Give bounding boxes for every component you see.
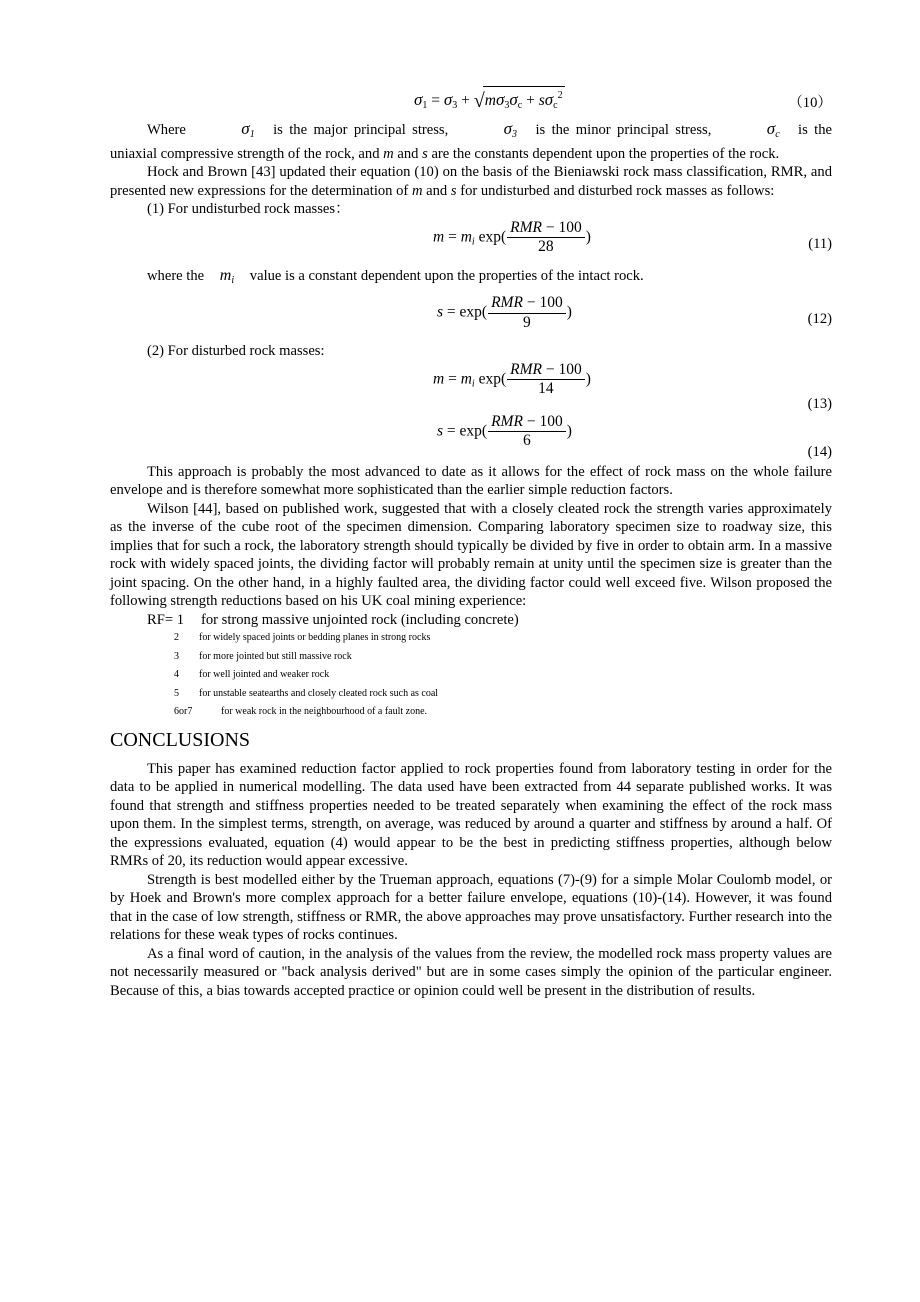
eq12-denominator: 9: [523, 313, 531, 331]
eq11-rmr: RMR: [510, 218, 542, 236]
equation-10: [110, 86, 832, 116]
reduction-factor-list: [110, 611, 832, 722]
rf-item: [147, 648, 832, 667]
rf-key: 6or7: [174, 706, 193, 717]
sigma3-inline: [467, 120, 517, 145]
equation-number-13: (13): [807, 395, 832, 412]
eq13-minus-100: − 100: [541, 360, 582, 378]
eq13-rmr: RMR: [510, 360, 542, 378]
rf-item: [147, 611, 832, 630]
eq14-exp: exp(: [459, 422, 488, 440]
where-m: m: [383, 145, 394, 162]
sigma1-inline-sub: 1: [249, 129, 255, 140]
eq12-equals: =: [446, 303, 456, 321]
sigma-symbol: σ: [495, 90, 505, 109]
mi-note-text-2: value is a constant dependent upon the properties of the intact rock.: [249, 267, 644, 284]
where-text-2: is the major principal stress,: [273, 122, 449, 138]
equation-number-10: （10）: [788, 95, 832, 111]
where-text-6: are the constants dependent upon the properties of the rock.: [431, 145, 780, 162]
hock-s: s: [450, 182, 457, 199]
hock-brown-paragraph: [110, 163, 832, 200]
eq13-numerator: [507, 361, 585, 381]
approach-paragraph: This approach is probably the most advanced to date as it allows for the effect of rock mass on the whole failure envelope and is therefore somewhat more sophisticated than the earlier simple reduction factors.: [110, 463, 832, 498]
eq12-exp: exp(: [459, 303, 488, 321]
where-paragraph: [110, 120, 832, 163]
equation-12: [110, 294, 832, 342]
eq13-fraction: [507, 361, 585, 399]
sqrt-radical: √: [473, 90, 485, 112]
hock-text-1: Hock and Brown [43] updated their equation (10) on the basis of the Bieniawski rock mass classification, RMR, and presented new expressions for the determination of: [110, 164, 832, 199]
rf-text: for unstable seatearths and closely cleated rock such as coal: [199, 687, 439, 699]
sigmac-symbol-2: σ: [544, 90, 554, 109]
equation-14-body: [437, 413, 572, 451]
s-symbol: s: [538, 92, 545, 109]
conclusions-paragraph-1: This paper has examined reduction factor applied to rock properties found from laboratory testing in order for the data to be applied in numerical modelling. The data used have been extracted from 44 separate published works. It was found that strength and stiffness properties needed to be treated separately when examining the effect of the rock mass upon them. In the simplest terms, strength, on average, was reduced by around a quarter and stiffness by around a half. Of the expressions evaluated, equation (4) would appear to be the best in predicting stiffness properties, although below RMRs of 20, its reduction would appear excessive.: [110, 760, 832, 869]
disturbed-label: (2) For disturbed rock masses:: [147, 343, 325, 359]
page-content: [110, 86, 832, 1000]
equation-10-body: $\sigma_1 = \sigma_3 + √m\sigma_3\sigma_c + s\sigma_c^2$: [414, 86, 565, 116]
equation-11: [110, 219, 832, 267]
eq11-fraction: [507, 219, 585, 257]
equation-number-11: (11): [808, 235, 832, 252]
sub-c-2: c: [553, 100, 558, 111]
conclusions-paragraph-3: As a final word of caution, in the analysis of the values from the review, the modelled rock mass property values are not necessarily measured or "back analysis derived" but are in some cases simply the opinion of the particular engineer. Because of this, a bias towards accepted practice or opinion could well be present in the distribution of results.: [110, 945, 832, 999]
where-text-3: is the minor principal stress,: [535, 122, 712, 138]
square-exponent: 2: [557, 90, 563, 101]
eq12-close: ): [566, 303, 572, 321]
sigma1-subscript: 1: [422, 100, 428, 111]
wilson-paragraph: Wilson [44], based on published work, suggested that with a closely cleated rock the strength varies approximately as the inverse of the cube root of the specimen dimension. Comparing laboratory specimen size to roadway size, this implies that for such a rock, the laboratory strength should typically be divided by five in order to obtain arm. In a massive rock with widely spaced joints, the dividing factor will probably remain at unity until the specimen size is greater than the joint spacing. On the other hand, in a highly faulted area, the dividing factor could well exceed five. Wilson proposed the following strength reductions based on his UK coal mining experience:: [110, 500, 832, 609]
rf-text: for weak rock in the neighbourhood of a fault zone.: [221, 706, 428, 717]
eq13-lhs: m: [433, 370, 445, 388]
eq14-minus-100: − 100: [522, 412, 563, 430]
eq13-close: ): [585, 370, 591, 388]
rf-key: RF= 1: [147, 611, 185, 628]
eq11-close: ): [585, 228, 591, 246]
equation-14: [110, 413, 832, 463]
rf-key: 5: [174, 687, 179, 699]
rf-item: [147, 703, 832, 722]
rf-text: for widely spaced joints or bedding planes in strong rocks: [199, 632, 431, 643]
eq11-numerator: [507, 219, 585, 239]
sigma3-inline-symbol: σ: [503, 119, 513, 138]
mi-inline-symbol: m: [219, 266, 232, 284]
equation-12-body: [437, 294, 572, 332]
rf-key: 3: [174, 650, 179, 662]
eq14-fraction: [488, 413, 566, 451]
mi-note-text-1: where the: [147, 267, 205, 284]
rf-text: for more jointed but still massive rock: [199, 650, 352, 662]
eq11-minus-100: − 100: [541, 218, 582, 236]
equation-number-14: (14): [807, 443, 832, 460]
sqrt-body: $m\sigma_3\sigma_c + s\sigma_c^2$: [483, 86, 565, 116]
eq12-rmr: RMR: [491, 294, 523, 311]
eq11-exp: exp(: [478, 228, 507, 246]
sigma1-inline-symbol: σ: [241, 119, 250, 138]
sigma3-inline-sub: 3: [512, 129, 518, 140]
eq11-mi-sub: i: [471, 236, 475, 248]
rf-item: [147, 685, 832, 704]
where-text-5: and: [397, 145, 419, 162]
sub-3: 3: [504, 100, 510, 111]
equation-number-12: (12): [807, 311, 832, 327]
eq12-fraction: [488, 294, 566, 332]
equation-11-body: [433, 219, 591, 257]
eq13-denominator: 14: [538, 380, 554, 397]
rf-text: for strong massive unjointed rock (including concrete): [201, 611, 519, 628]
conclusions-paragraph-2: Strength is best modelled either by the Trueman approach, equations (7)-(9) for a simple Molar Coulomb model, or by Hoek and Brown's more complex approach for a better failure envelope, equations (10)-(14). However, it was found that in the case of low strength, stiffness or RMR, the above approaches may prove unsatisfactory. Further research into the relations for these weak types of rocks continues.: [110, 871, 832, 943]
rf-text: for well jointed and weaker rock: [199, 669, 330, 680]
eq12-minus-100: − 100: [522, 294, 563, 311]
sigmac-inline-sub: c: [775, 129, 780, 140]
where-s: s: [422, 145, 428, 162]
sigma1-symbol: σ: [414, 90, 423, 109]
rf-item: [147, 666, 832, 685]
hock-m: m: [411, 182, 423, 199]
mi-note: [110, 267, 832, 291]
eq14-close: ): [566, 422, 572, 440]
sub-c: c: [517, 100, 523, 111]
eq11-mi: m: [460, 228, 472, 246]
hock-text-2: and: [426, 182, 448, 199]
eq14-lhs: s: [437, 422, 444, 440]
sigma3-symbol: σ: [443, 90, 453, 109]
rf-item: [147, 629, 832, 648]
eq13-mi: m: [460, 370, 472, 388]
mi-inline: [220, 267, 234, 291]
where-text-4: is the uniaxial compressive strength of the rock, and: [110, 122, 833, 162]
eq12-lhs: s: [437, 303, 444, 321]
sigma1-inline: [204, 120, 254, 145]
eq11-denominator: 28: [538, 238, 554, 255]
eq11-lhs: m: [433, 228, 445, 246]
eq13-mi-sub: i: [471, 378, 475, 390]
sigmac-inline-symbol: σ: [766, 119, 776, 138]
m-symbol: m: [484, 92, 496, 109]
sigmac-inline: [730, 120, 780, 145]
eq14-denominator: 6: [523, 432, 531, 449]
eq14-rmr: RMR: [491, 412, 523, 430]
eq13-equals: =: [448, 370, 457, 388]
eq14-equals: =: [446, 422, 456, 440]
hock-text-3: for undisturbed and disturbed rock masses as follows:: [460, 182, 775, 199]
rf-key: 4: [174, 669, 179, 680]
eq14-numerator: [488, 413, 566, 433]
equation-13-body: [433, 361, 591, 399]
eq13-exp: exp(: [478, 370, 507, 388]
undisturbed-label: (1) For undisturbed rock masses：: [147, 201, 350, 217]
sigmac-symbol: σ: [509, 90, 518, 109]
rf-key: 2: [174, 632, 179, 643]
equation-13: [110, 361, 832, 413]
conclusions-heading: CONCLUSIONS: [110, 728, 251, 751]
eq11-equals: =: [448, 228, 457, 246]
sigma3-subscript: 3: [452, 100, 458, 111]
eq12-numerator: [488, 294, 566, 314]
where-text-1: Where: [147, 122, 186, 138]
mi-inline-sub: i: [231, 274, 235, 286]
